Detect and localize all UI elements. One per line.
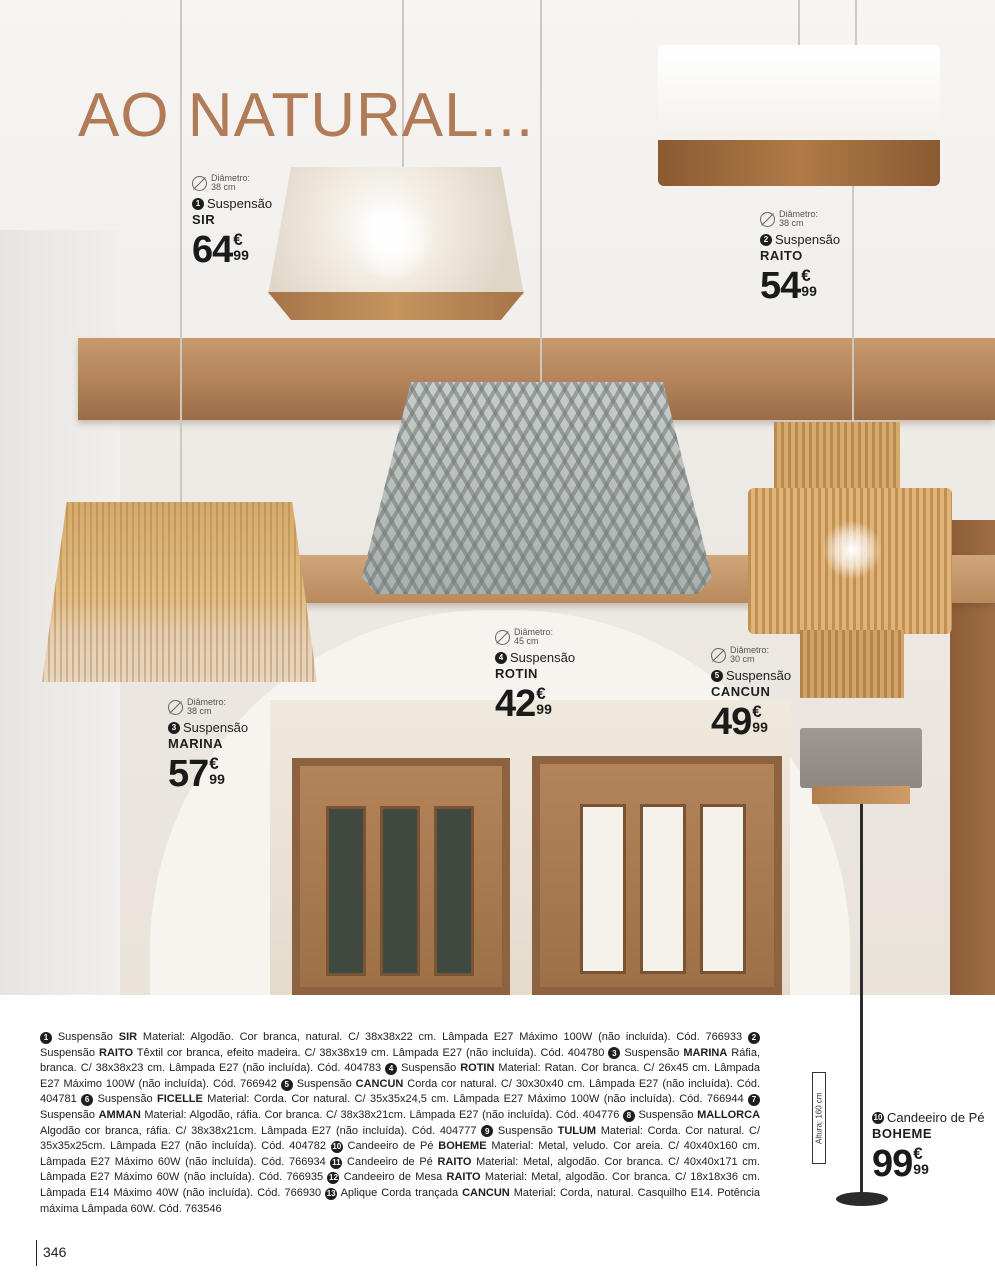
lamp-cord <box>180 0 182 504</box>
price-tag: 99 € 99 <box>872 1143 929 1185</box>
product-model: BOHEME <box>872 1126 933 1141</box>
page-number: 346 <box>36 1240 66 1266</box>
product-type: Suspensão <box>207 196 273 211</box>
diameter-info: Diâmetro: 38 cm <box>760 210 840 228</box>
product-type: Candeeiro de Pé <box>887 1110 985 1125</box>
description-item: 12 Candeeiro de Mesa RAITO Material: Metal, algodão. Cor branca. C/ 18x18x36 cm. Lâmpada E14 Máximo 40W (não incluída). Cód. 766930 <box>40 1171 761 1199</box>
description-item: 7 Suspensão AMMAN Material: Algodão, ráfia. Cor branca. C/ 38x38x21cm. Lâmpada E27 (não incluída). Cód. 404776 <box>40 1093 760 1121</box>
product-number: 5 <box>711 670 723 682</box>
description-item: 3 Suspensão MARINA Ráfia, branca. C/ 38x38x23 cm. Lâmpada E27 (não incluída). Cód. 404783 <box>40 1046 761 1075</box>
product-type: Suspensão <box>510 650 576 665</box>
lamp-marina <box>42 502 317 682</box>
wooden-door-left <box>292 758 510 995</box>
lamp-cord <box>852 186 854 422</box>
product-rotin[interactable] <box>495 627 576 725</box>
product-number: 1 <box>192 198 204 210</box>
product-descriptions <box>40 1030 760 1217</box>
diameter-info: Diâmetro: 38 cm <box>192 174 272 192</box>
product-number: 10 <box>873 1113 883 1122</box>
product-model: ROTIN <box>495 666 538 681</box>
lamp-cord <box>855 0 857 46</box>
diameter-info: Diâmetro: 38 cm <box>168 698 248 716</box>
diameter-info: Diâmetro: 30 cm <box>711 646 791 664</box>
product-boheme[interactable] <box>872 1110 985 1185</box>
lamp-rotin <box>362 382 712 594</box>
diameter-icon <box>192 176 207 191</box>
diameter-icon <box>168 700 183 715</box>
product-type: Suspensão <box>183 720 249 735</box>
description-item: 8 Suspensão MALLORCA Algodão cor branca, ráfia. C/ 38x38x21cm. Lâmpada E27 (não incluída). Cód. 404777 <box>40 1108 761 1137</box>
price-tag: 49 € 99 <box>711 701 768 743</box>
description-item: 2 Suspensão RAITO Têxtil cor branca, efeito madeira. C/ 38x38x19 cm. Lâmpada E27 (não incluída). Cód. 404780 <box>40 1031 760 1059</box>
product-model: MARINA <box>168 736 223 751</box>
description-item: 10 Candeeiro de Pé BOHEME Material: Metal, veludo. Cor areia. C/ 40x40x160 cm. Lâmpada E27 Máximo 60W (não incluída). Cód. 766934 <box>40 1140 761 1168</box>
lamp-raito <box>658 45 940 143</box>
lamp-sir-base <box>268 292 524 320</box>
price-tag: 54 € 99 <box>760 265 817 307</box>
product-sir[interactable] <box>192 173 273 271</box>
diameter-icon <box>711 648 726 663</box>
product-number: 3 <box>168 722 180 734</box>
description-item: 6 Suspensão FICELLE Material: Corda. Cor natural. C/ 35x35x24,5 cm. Lâmpada E27 Máximo 100W (não incluída). Cód. 766944 <box>81 1093 743 1105</box>
lamp-cancun-bottom <box>800 630 904 698</box>
lamp-cord <box>798 0 800 46</box>
product-type: Suspensão <box>726 668 792 683</box>
description-item: 9 Suspensão TULUM Material: Corda. Cor natural. C/ 35x35x25cm. Lâmpada E27 (não incluída). Cód. 404782 <box>40 1124 761 1153</box>
diameter-info: Diâmetro: 45 cm <box>495 628 575 646</box>
floor-lamp-pole <box>860 804 863 1196</box>
description-item: 5 Suspensão CANCUN Corda cor natural. C/ 30x30x40 cm. Lâmpada E27 (não incluída). Cód. 404781 <box>40 1077 761 1106</box>
light-glow <box>348 200 438 280</box>
price-tag: 42 € 99 <box>495 683 552 725</box>
product-marina[interactable] <box>168 697 249 795</box>
floor-lamp-band <box>812 786 910 804</box>
price-tag: 57 € 99 <box>168 753 225 795</box>
product-model: CANCUN <box>711 684 771 699</box>
light-bulb <box>822 520 882 580</box>
price-tag: 64 € 99 <box>192 229 249 271</box>
description-item: 13 Aplique Corda trançada CANCUN Material: Corda, natural. Casquilho E14. Potência máxima Lâmpada 60W. Cód. 763546 <box>40 1186 761 1215</box>
diameter-icon <box>760 212 775 227</box>
description-item: 1 Suspensão SIR Material: Algodão. Cor branca, natural. C/ 38x38x22 cm. Lâmpada E27 Máximo 100W (não incluída). Cód. 766933 <box>40 1031 742 1043</box>
lamp-cord <box>540 0 542 384</box>
product-raito[interactable] <box>760 209 841 307</box>
wooden-door-right <box>532 756 782 995</box>
product-number: 4 <box>495 652 507 664</box>
description-item: 4 Suspensão ROTIN Material: Ratan. Cor branca. C/ 26x45 cm. Lâmpada E27 Máximo 100W (não incluída). Cód. 766942 <box>40 1062 760 1090</box>
product-model: SIR <box>192 212 216 227</box>
page-title: AO NATURAL... <box>78 81 535 150</box>
height-label: Altura: 160 cm <box>812 1072 826 1164</box>
product-cancun[interactable] <box>711 645 792 743</box>
product-model: RAITO <box>760 248 803 263</box>
diameter-icon <box>495 630 510 645</box>
lamp-raito-band <box>658 140 940 186</box>
floor-lamp-base <box>836 1192 888 1206</box>
floor-lamp-shade <box>800 728 922 788</box>
product-type: Suspensão <box>775 232 841 247</box>
product-number: 2 <box>760 234 772 246</box>
description-item: 11 Candeeiro de Pé RAITO Material: Metal, algodão. Cor branca. C/ 40x40x171 cm. Lâmpada E27 Máximo 60W (não incluída). Cód. 766935 <box>40 1155 760 1184</box>
